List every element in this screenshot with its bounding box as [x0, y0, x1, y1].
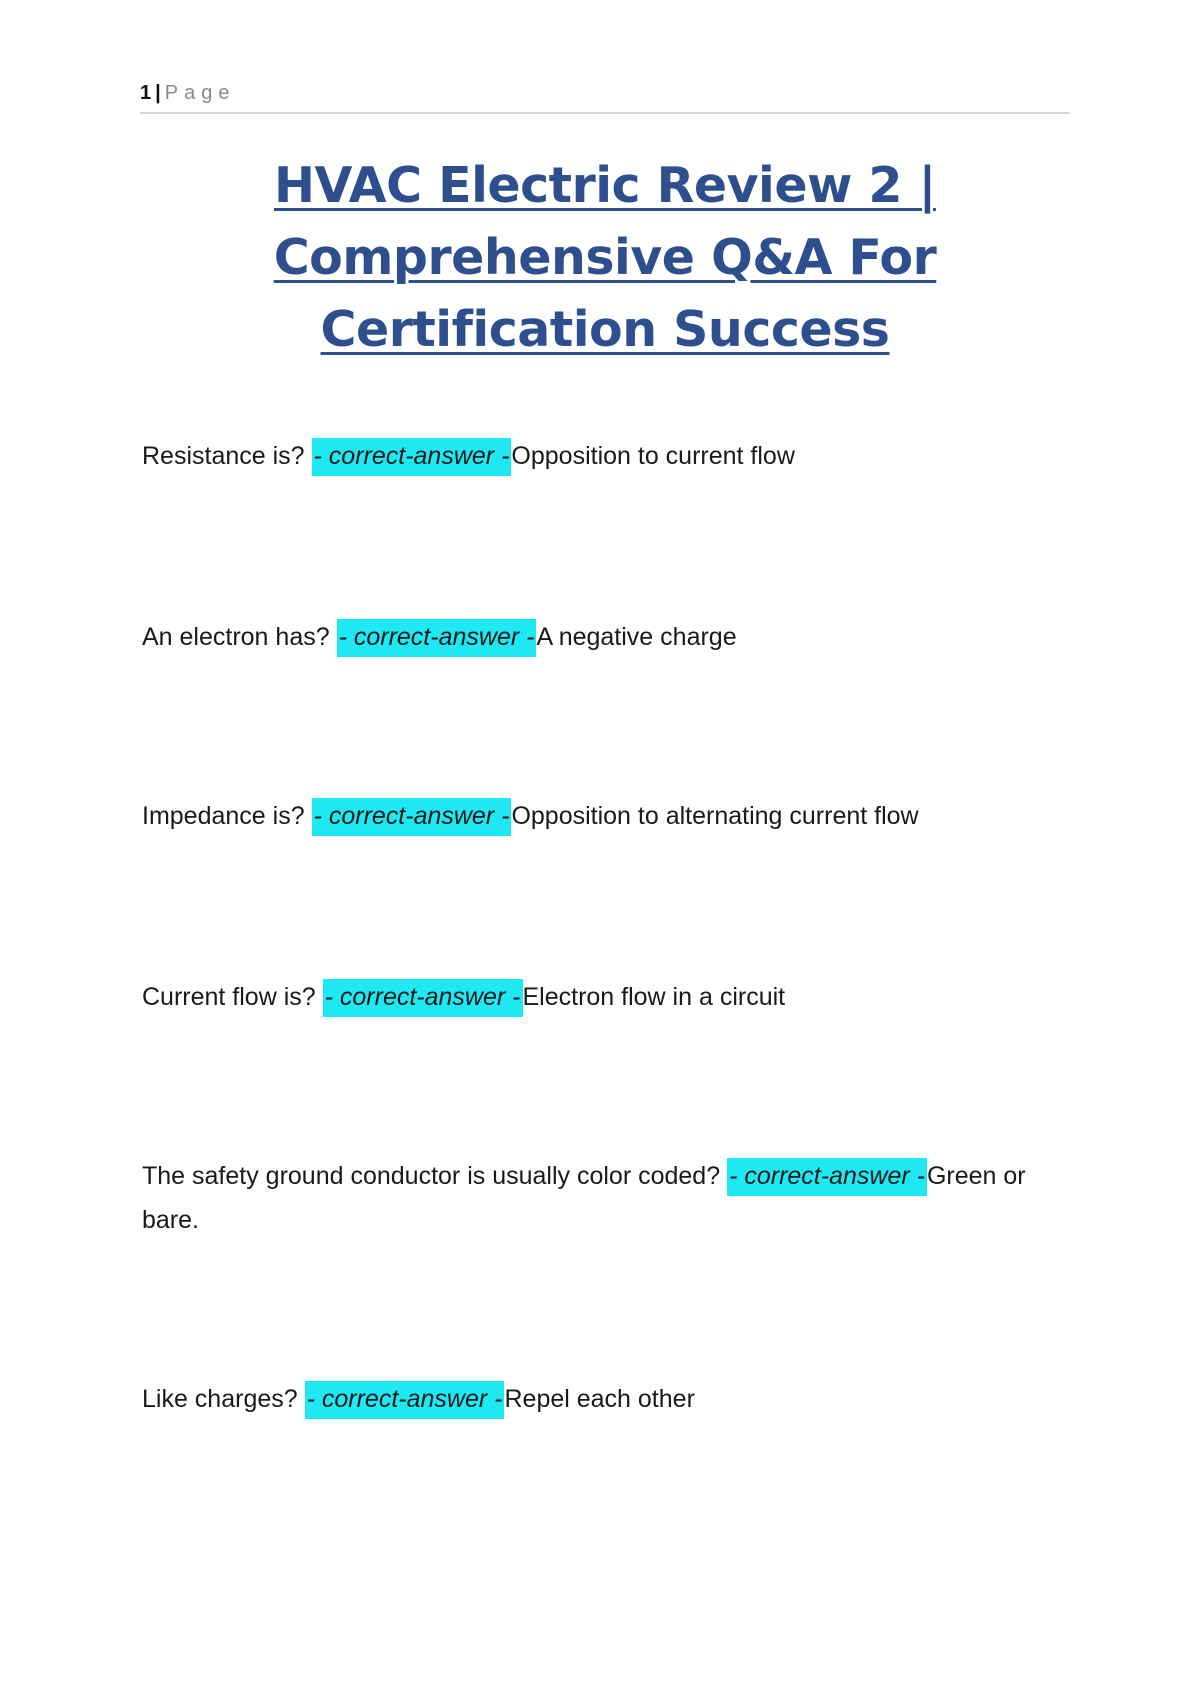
answer-marker: - correct-answer - [727, 1158, 927, 1196]
question-text: Resistance is? [142, 442, 305, 470]
answer-marker: - correct-answer - [337, 619, 537, 657]
answer-text: Repel each other [504, 1385, 695, 1413]
answer-text: Green or bare. [142, 1162, 1026, 1234]
question-text: Impedance is? [142, 802, 305, 830]
page-header [140, 78, 1070, 114]
question-text: The safety ground conductor is usually color coded? [142, 1162, 721, 1190]
question-text: An electron has? [142, 623, 330, 651]
answer-marker: - correct-answer - [305, 1381, 505, 1419]
answer-text: A negative charge [536, 623, 737, 651]
answer-marker: - correct-answer - [323, 979, 523, 1017]
qa-item [142, 975, 1042, 1019]
qa-item [142, 434, 1042, 478]
answer-marker: - correct-answer - [312, 798, 512, 836]
answer-text: Opposition to alternating current flow [511, 802, 919, 830]
page-number: 1 [140, 82, 152, 104]
qa-item [142, 1377, 1042, 1421]
qa-item [142, 615, 1042, 659]
document-title: HVAC Electric Review 2 | Comprehensive Q&A For Certification Success [273, 157, 937, 358]
qa-item [142, 1154, 1042, 1242]
question-text: Like charges? [142, 1385, 298, 1413]
answer-marker: - correct-answer - [312, 438, 512, 476]
page-label: Page [164, 82, 236, 104]
page-separator: | [155, 82, 161, 104]
answer-text: Electron flow in a circuit [522, 983, 786, 1011]
answer-text: Opposition to current flow [511, 442, 795, 470]
qa-item [142, 794, 1042, 838]
question-text: Current flow is? [142, 983, 316, 1011]
